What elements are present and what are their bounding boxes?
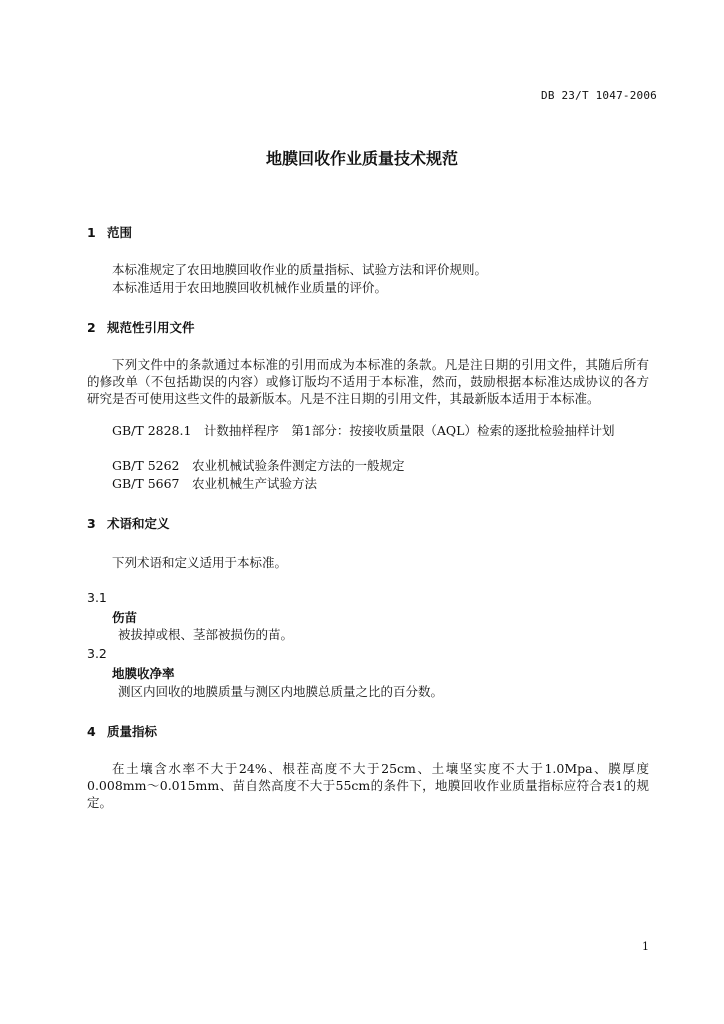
reference-item-gbt-5262: GB/T 5262 农业机械试验条件测定方法的一般规定 xyxy=(112,458,405,473)
page-number: 1 xyxy=(642,940,649,953)
section-number: 2 xyxy=(87,320,96,335)
standard-number: DB 23/T 1047-2006 xyxy=(541,89,657,102)
section-title: 质量指标 xyxy=(107,724,158,739)
term-number: 3.2 xyxy=(87,646,107,661)
scope-line-1: 本标准规定了农田地膜回收作业的质量指标、试验方法和评价规则。 xyxy=(112,262,488,277)
terms-intro: 下列术语和定义适用于本标准。 xyxy=(112,555,288,570)
term-number: 3.1 xyxy=(87,590,107,605)
section-heading-references xyxy=(87,318,195,336)
term-definition: 测区内回收的地膜质量与测区内地膜总质量之比的百分数。 xyxy=(118,684,444,699)
section-title: 范围 xyxy=(107,225,133,240)
section-number: 4 xyxy=(87,724,96,739)
term-name: 地膜收净率 xyxy=(112,666,175,681)
term-definition: 被拔掉或根、茎部被损伤的苗。 xyxy=(118,627,294,642)
section-heading-quality xyxy=(87,722,157,740)
section-title: 规范性引用文件 xyxy=(107,320,195,335)
document-title: 地膜回收作业质量技术规范 xyxy=(265,149,458,168)
references-intro: 下列文件中的条款通过本标准的引用而成为本标准的条款。凡是注日期的引用文件，其随后所有的修改单（不包括勘误的内容）或修订版均不适用于本标准，然而，鼓励根据本标准达成协议的各方研究是否可使用这些文件的最新版本。凡是不注日期的引用文件，其最新版本适用于本标准。 xyxy=(87,357,649,406)
section-number: 3 xyxy=(87,516,96,531)
section-number: 1 xyxy=(87,225,96,240)
term-name: 伤苗 xyxy=(112,610,138,625)
section-title: 术语和定义 xyxy=(107,516,170,531)
reference-item-gbt-2828: GB/T 2828.1 计数抽样程序 第1部分：按接收质量限（AQL）检索的逐批检验抽样计划 xyxy=(112,423,615,438)
scope-line-2: 本标准适用于农田地膜回收机械作业质量的评价。 xyxy=(112,280,388,295)
reference-item-gbt-5667: GB/T 5667 农业机械生产试验方法 xyxy=(112,476,318,491)
section-heading-terms xyxy=(87,514,170,532)
quality-paragraph: 在土壤含水率不大于24%、根茬高度不大于25cm、土壤坚实度不大于1.0Mpa、膜厚度0.008mm～0.015mm、苗自然高度不大于55cm的条件下，地膜回收作业质量指标应符合表1的规定。 xyxy=(87,761,649,810)
section-heading-scope xyxy=(87,223,132,241)
